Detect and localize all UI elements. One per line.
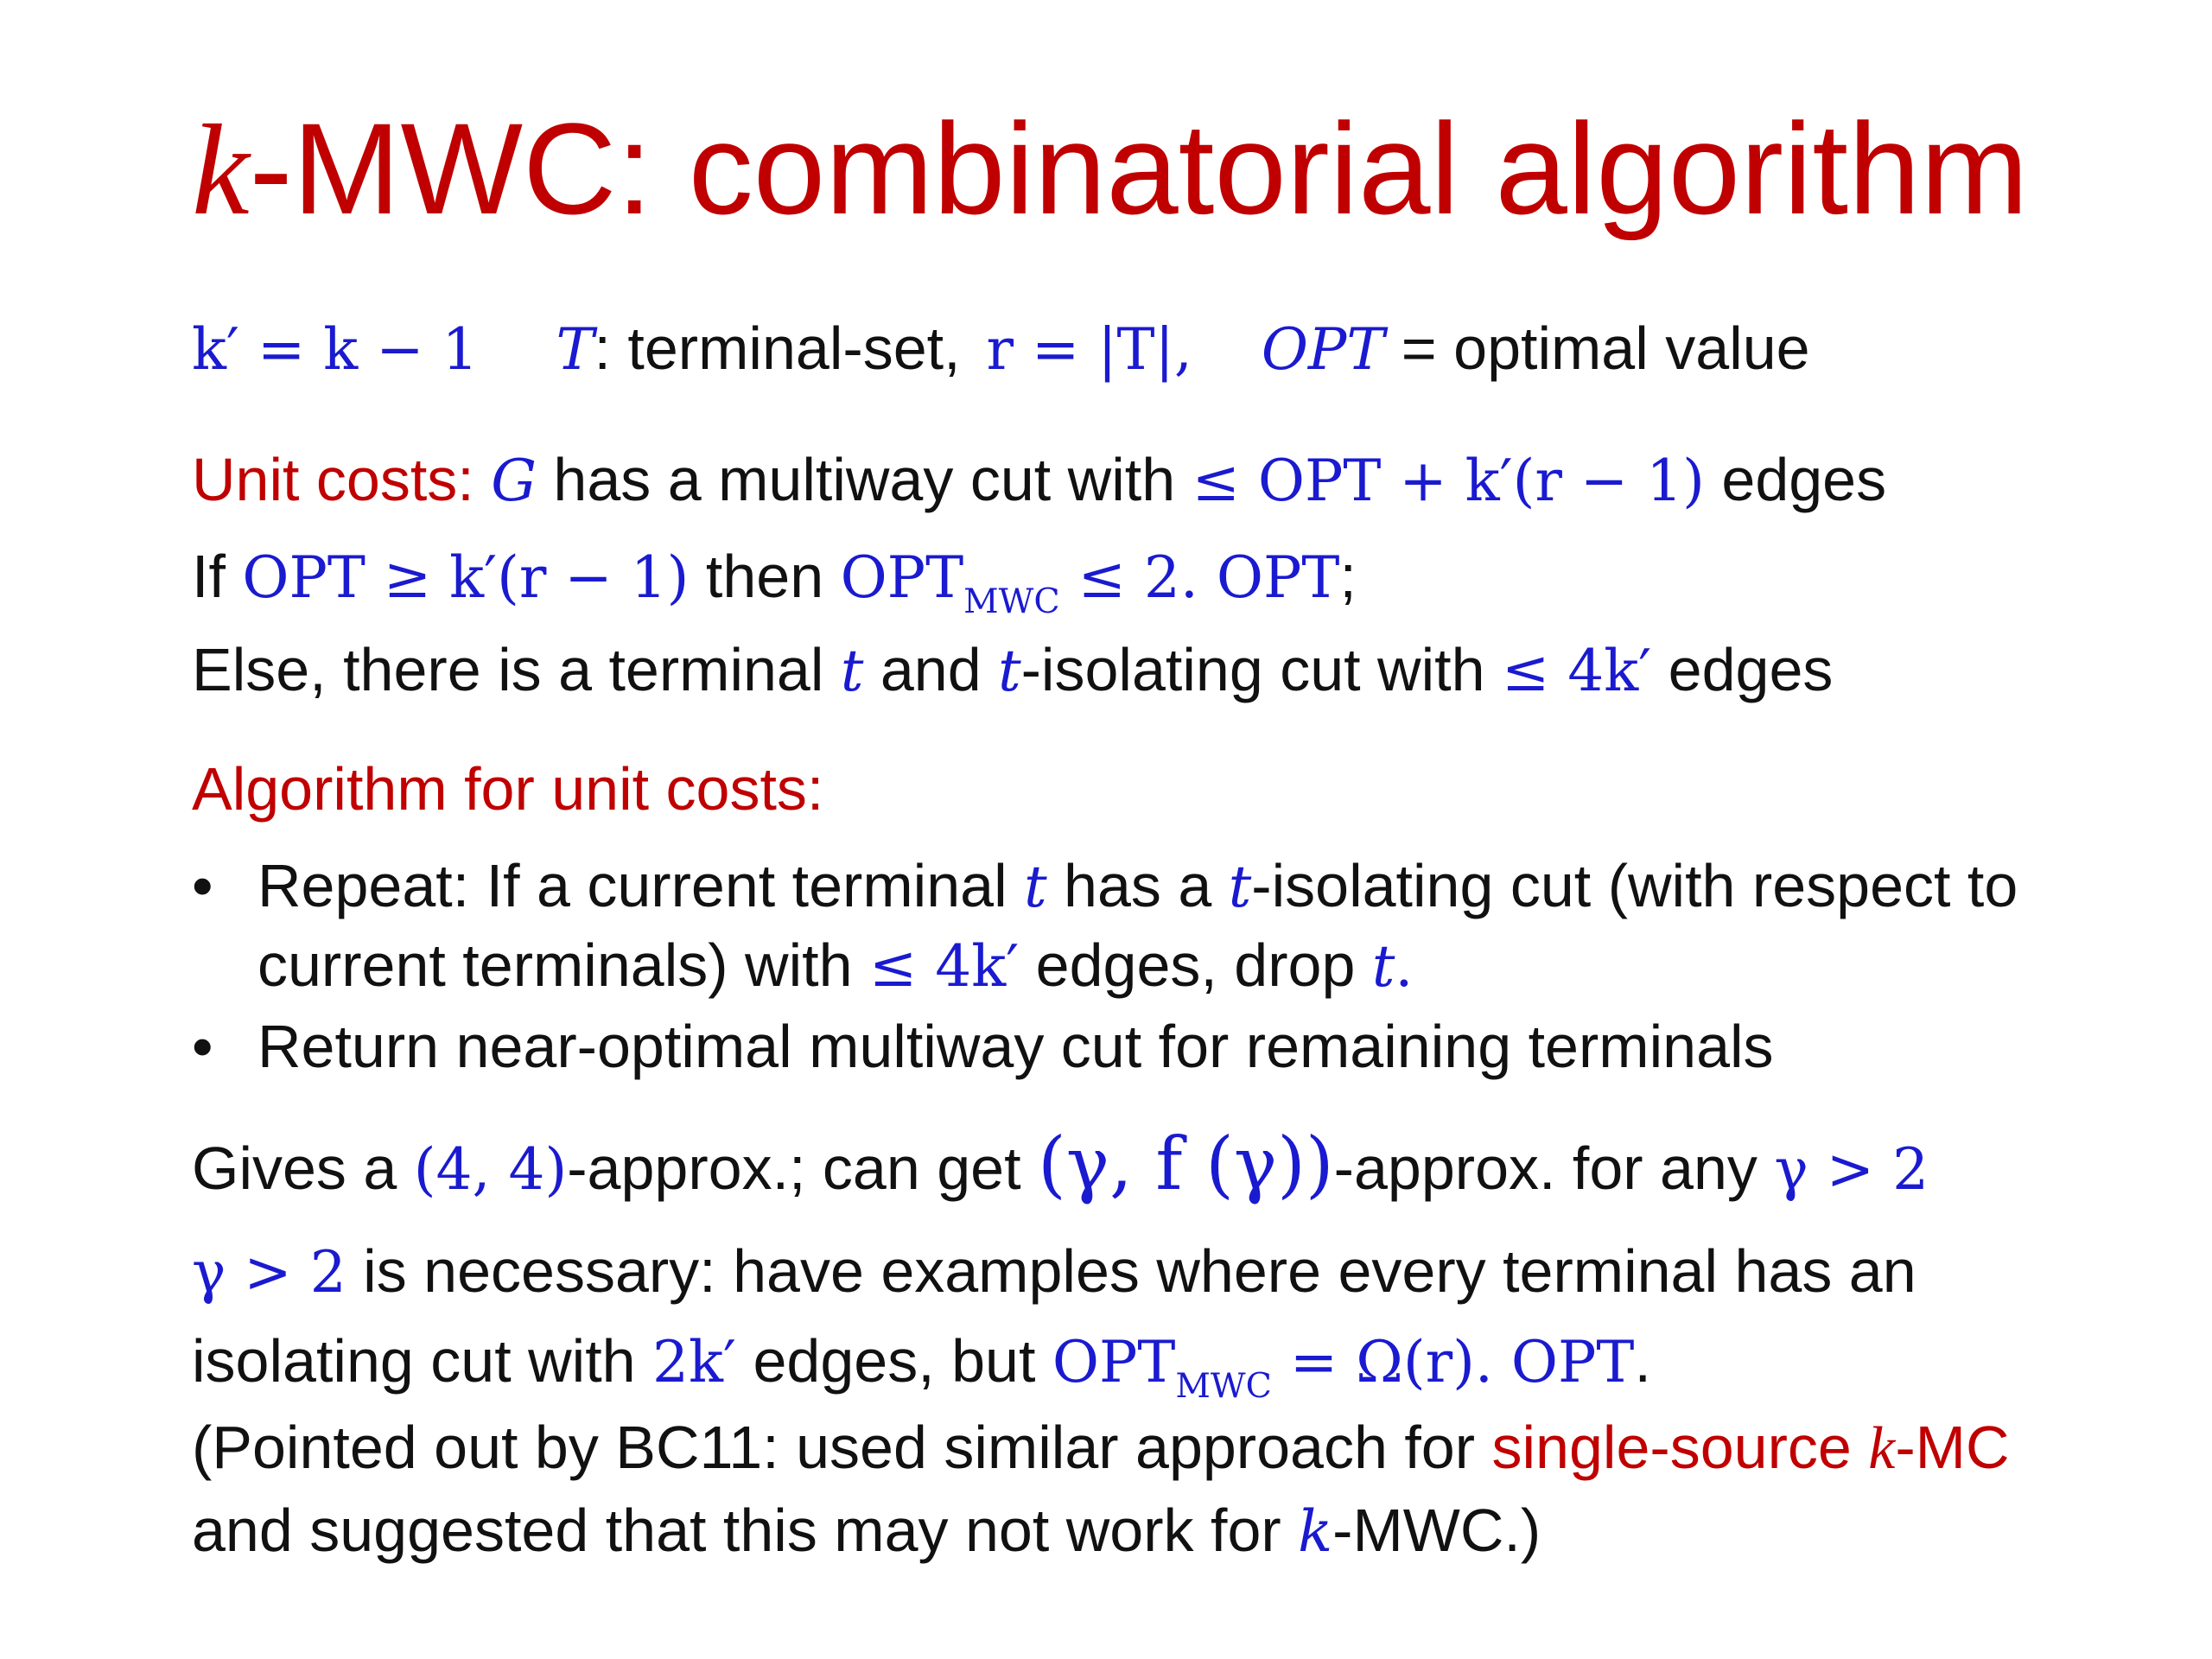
bullet-1-line-2: current terminals) with ≤ 4k′ edges, drop t. bbox=[257, 931, 1414, 1000]
k-symbol: k bbox=[1298, 1498, 1333, 1565]
pointed-line-2: and suggested that this may not work for k-MWC.) bbox=[192, 1497, 1541, 1565]
kprime-def: k′ = k − 1 bbox=[192, 316, 479, 383]
unit-costs-text1: has a multiway cut with bbox=[536, 446, 1192, 513]
G-symbol: G bbox=[491, 448, 537, 514]
t-symbol: t bbox=[998, 638, 1021, 704]
opt-mwc: $OPT_{MWC} \le 2$. OPT bbox=[840, 544, 1340, 621]
two-kprime: 2k′ bbox=[652, 1329, 737, 1395]
else-bound: ≤ 4k′ bbox=[1501, 638, 1652, 704]
gamma-condition: γ > 2 bbox=[1774, 1136, 1929, 1203]
else-line bbox=[192, 636, 1834, 704]
optimal-value-text: = optimal value bbox=[1384, 315, 1810, 382]
unit-costs-bound: ≤ OPT + k′(r − 1) bbox=[1192, 448, 1705, 514]
bullet-marker: • bbox=[192, 1013, 213, 1080]
else-text1: Else, there is a terminal bbox=[192, 636, 841, 703]
necessary-line-1: γ > 2 is necessary: have examples where every terminal has an bbox=[192, 1237, 1916, 1306]
and-text: and bbox=[863, 636, 999, 703]
definitions-line bbox=[192, 315, 1810, 383]
unit-costs-line bbox=[192, 446, 1887, 514]
algorithm-heading: Algorithm for unit costs: bbox=[192, 755, 824, 823]
terminal-set-text: : terminal-set, bbox=[594, 315, 961, 382]
r-def: r = |T|, bbox=[986, 316, 1192, 383]
if-text: If bbox=[192, 543, 243, 610]
gives-line: Gives a (4, 4)-approx.; can get (γ, f (γ))-approx. for any γ > 2 bbox=[192, 1122, 1929, 1206]
else-text3: edges bbox=[1651, 636, 1834, 703]
if-line bbox=[192, 543, 1357, 621]
then-text: then bbox=[689, 543, 841, 610]
opt-mwc-omega: $OPT_{MWC} = \Omega(r)$. OPT bbox=[1052, 1329, 1635, 1406]
opt-symbol: OPT bbox=[1261, 316, 1385, 383]
t-symbol: t. bbox=[1371, 933, 1414, 1000]
pointed-line-1: (Pointed out by BC11: used similar approach for single-source k-MC bbox=[192, 1414, 2010, 1482]
k-symbol: k bbox=[1868, 1415, 1896, 1482]
gamma-pair: (γ, f (γ)) bbox=[1037, 1122, 1334, 1206]
bullet-2: Return near-optimal multiway cut for remaining terminals bbox=[257, 1013, 1774, 1080]
bullet-1-line-1: Repeat: If a current terminal t has a t-isolating cut (with respect to bbox=[257, 852, 2018, 920]
slide-title bbox=[192, 96, 2029, 242]
approx-pair: (4, 4) bbox=[413, 1136, 568, 1203]
if-condition: OPT ≥ k′(r − 1) bbox=[242, 544, 690, 611]
t-symbol: t bbox=[1024, 854, 1047, 920]
t-symbol: t bbox=[1228, 854, 1252, 920]
gamma-condition: γ > 2 bbox=[192, 1239, 346, 1306]
semicolon: ; bbox=[1339, 543, 1357, 610]
single-source-text: single-source bbox=[1491, 1414, 1869, 1481]
unit-costs-text2: edges bbox=[1704, 446, 1887, 513]
T-symbol: T bbox=[556, 316, 594, 383]
else-text2: -isolating cut with bbox=[1020, 636, 1502, 703]
bullet-bound: ≤ 4k′ bbox=[868, 933, 1020, 1000]
bullet-marker: • bbox=[192, 852, 213, 919]
title-variable: k bbox=[192, 99, 250, 242]
title-text: -MWC: combinatorial algorithm bbox=[249, 96, 2029, 241]
unit-costs-label: Unit costs: bbox=[192, 446, 474, 513]
t-symbol: t bbox=[840, 638, 864, 704]
necessary-line-2: isolating cut with 2k′ edges, but $OPT_{MWC} = \Omega(r)$. OPT. bbox=[192, 1327, 1651, 1406]
